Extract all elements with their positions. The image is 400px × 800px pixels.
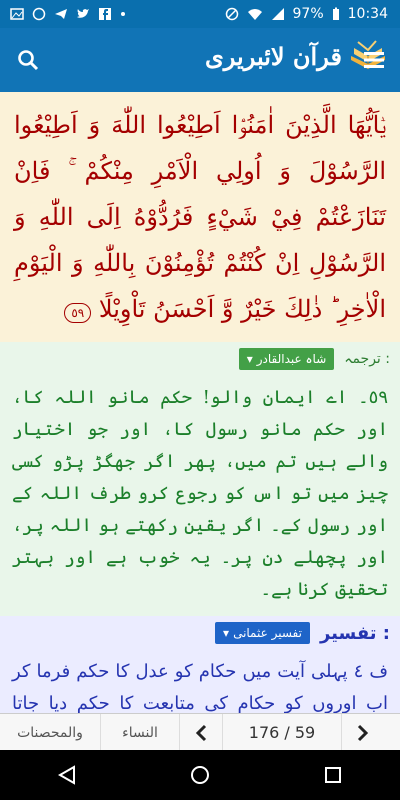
dropdown-caret-icon: ▾ xyxy=(246,352,253,366)
page-navigation xyxy=(0,713,400,751)
tafseer-author: تفسیر عثمانی xyxy=(233,626,302,640)
signal-icon xyxy=(271,7,285,21)
facebook-icon xyxy=(98,7,112,21)
translation-author-dropdown[interactable] xyxy=(239,348,335,370)
hamburger-icon xyxy=(364,51,384,69)
back-icon[interactable] xyxy=(56,764,78,786)
verse-text: يٰۤاَيُّهَا الَّذِيْنَ اٰمَنُوْۤا اَطِيْعُوا اللّٰهَ وَ اَطِيْعُوا الرَّسُوْلَ وَ اُولِي الْاَمْرِ مِنْكُمْ ۚ فَاِنْ تَنَازَعْتُمْ فِيْ شَيْءٍ فَرُدُّوْهُ اِلَى اللّٰهِ وَ الرَّسُوْلِ اِنْ كُنْتُمْ تُؤْمِنُوْنَ بِاللّٰهِ وَ الْيَوْمِ الْاٰخِرِ ؕ ذٰلِكَ خَيْرٌ وَّ اَحْسَنُ تَاْوِيْلًا xyxy=(14,111,386,323)
next-page-button[interactable] xyxy=(342,714,384,751)
tafseer-label: تفسیر : xyxy=(319,622,390,644)
twitter-icon xyxy=(76,7,90,21)
reading-pane[interactable] xyxy=(0,92,400,713)
verse-block xyxy=(0,92,400,342)
wifi-icon xyxy=(247,7,263,21)
home-icon[interactable] xyxy=(189,764,211,786)
search-button[interactable] xyxy=(8,40,48,80)
translation-text: ٥٩۔ اے ایمان والو! حکم مانو اللہ کا، اور حکم مانو رسول کا، اور جو اختیار والے ہیں تم میں، پھر اگر جھگڑ پڑو کسی چیز میں تو اس کو رجوع کرو طرف اللہ کے اور رسول کے۔ اگر یقین رکھتے ہو اللہ پر، اور پچھلے دن پر۔ یہ خوب ہے اور بہتر تحقیق کرنا ہے۔ xyxy=(0,376,400,616)
status-notifications xyxy=(0,7,126,21)
previous-section-link[interactable]: والمحصنات xyxy=(0,714,101,751)
menu-button[interactable] xyxy=(358,44,390,76)
surah-name-link[interactable]: النساء xyxy=(101,714,180,751)
recents-icon[interactable] xyxy=(322,764,344,786)
status-bar xyxy=(0,0,400,28)
verse-number: ٥٩ xyxy=(64,303,91,323)
battery-icon xyxy=(332,7,340,21)
chevron-right-icon xyxy=(357,724,369,742)
gallery-icon xyxy=(10,7,24,21)
clock: 10:34 xyxy=(347,6,388,22)
translation-label: ترجمہ : xyxy=(344,351,390,367)
telegram-icon xyxy=(54,7,68,21)
tafseer-author-dropdown[interactable] xyxy=(215,622,310,644)
system-navigation-bar xyxy=(0,750,400,800)
translation-author: شاہ عبدالقادر xyxy=(256,352,327,366)
tafseer-header xyxy=(0,616,400,650)
search-icon xyxy=(17,49,39,71)
prev-page-button[interactable] xyxy=(180,714,223,751)
status-system xyxy=(225,6,400,22)
blocked-icon xyxy=(225,7,239,21)
app-bar xyxy=(0,28,400,92)
page-indicator[interactable]: 176 / 59 xyxy=(223,714,342,751)
dot-icon xyxy=(120,7,126,21)
app-title: قرآن لائبریری xyxy=(205,41,342,71)
whatsapp-icon xyxy=(32,7,46,21)
chevron-left-icon xyxy=(195,724,207,742)
dropdown-caret-icon: ▾ xyxy=(223,626,230,640)
battery-percent: 97% xyxy=(292,6,324,22)
translation-header xyxy=(0,342,400,376)
tafseer-text: ف ٤ پہلی آیت میں حکام کو عدل کا حکم فرما کر اب اوروں کو حکام کی متابعت کا حکم دیا جاتا xyxy=(0,650,400,713)
